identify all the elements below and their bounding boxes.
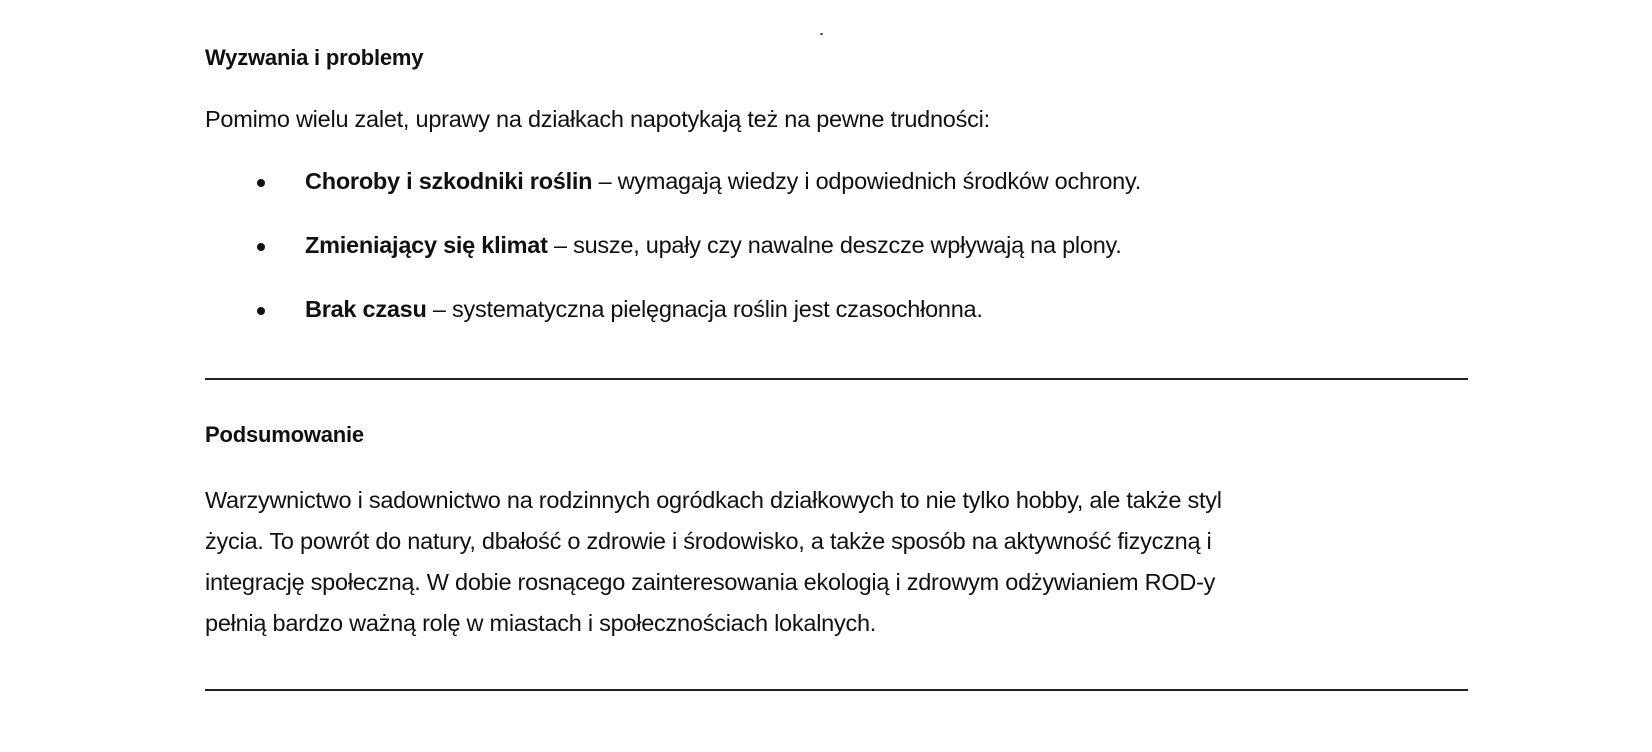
summary-line: Warzywnictwo i sadownictwo na rodzinnych ogródkach działkowych to nie tylko hobby, ale także styl (205, 487, 1222, 513)
horizontal-divider (205, 689, 1468, 691)
list-item-term: Choroby i szkodniki roślin (305, 168, 593, 194)
horizontal-divider (205, 378, 1468, 380)
bullet-icon (257, 179, 265, 187)
challenges-intro-paragraph: Pomimo wielu zalet, uprawy na działkach napotykają też na pewne trudności: (205, 106, 990, 132)
bullet-icon (257, 307, 265, 315)
list-item-text: – susze, upały czy nawalne deszcze wpływają na plony. (547, 232, 1122, 258)
section-heading-challenges: Wyzwania i problemy (205, 45, 424, 70)
challenges-bullet-list (205, 165, 1141, 357)
bullet-icon (257, 243, 265, 251)
summary-line: życia. To powrót do natury, dbałość o zdrowie i środowisko, a także sposób na aktywność fizyczną i (205, 528, 1212, 554)
list-item-term: Zmieniający się klimat (305, 232, 548, 258)
list-item-text: – systematyczna pielęgnacja roślin jest czasochłonna. (426, 296, 983, 322)
list-item (205, 293, 1141, 325)
list-item-text: – wymagają wiedzy i odpowiednich środków ochrony. (592, 168, 1142, 194)
list-item (205, 165, 1141, 197)
scan-speck (820, 33, 823, 35)
summary-paragraph (205, 480, 1222, 644)
list-item (205, 229, 1141, 261)
list-item-term: Brak czasu (305, 296, 427, 322)
summary-line: integrację społeczną. W dobie rosnącego zainteresowania ekologią i zdrowym odżywianiem ROD-y (205, 569, 1216, 595)
summary-line: pełnią bardzo ważną rolę w miastach i społecznościach lokalnych. (205, 610, 877, 636)
section-heading-summary: Podsumowanie (205, 422, 364, 447)
